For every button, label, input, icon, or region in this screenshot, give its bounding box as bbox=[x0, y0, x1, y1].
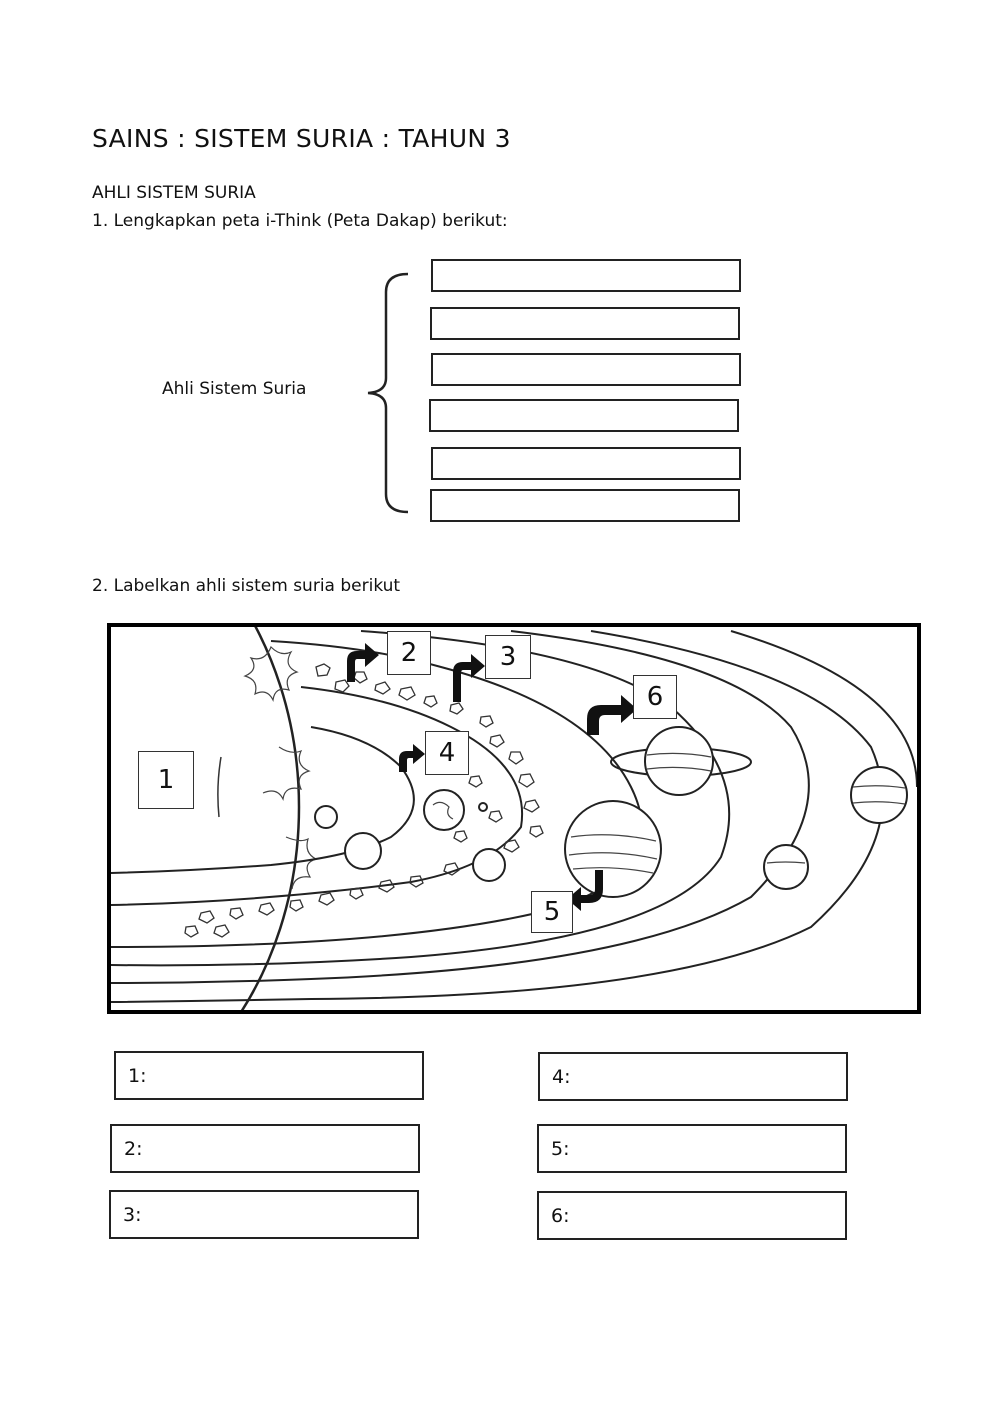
answer-box-3-label: 3: bbox=[123, 1203, 142, 1226]
diagram-label-6: 6 bbox=[633, 675, 677, 719]
question-2-prompt: 2. Labelkan ahli sistem suria berikut bbox=[92, 576, 401, 596]
diagram-label-5: 5 bbox=[531, 891, 573, 933]
diagram-label-2: 2 bbox=[387, 631, 431, 675]
question-1-prompt: 1. Lengkapkan peta i-Think (Peta Dakap) berikut: bbox=[92, 211, 508, 231]
brace-answer-box-2[interactable] bbox=[430, 307, 740, 340]
planet-earth bbox=[424, 790, 464, 830]
brace-answer-box-1[interactable] bbox=[431, 259, 741, 292]
diagram-label-3: 3 bbox=[485, 635, 531, 679]
answer-box-4[interactable] bbox=[538, 1052, 848, 1101]
answer-box-1-label: 1: bbox=[128, 1064, 147, 1087]
answer-box-6[interactable] bbox=[537, 1191, 847, 1240]
brace-answer-box-3[interactable] bbox=[431, 353, 741, 386]
answer-box-1[interactable] bbox=[114, 1051, 424, 1100]
page-title: SAINS : SISTEM SURIA : TAHUN 3 bbox=[92, 124, 511, 153]
answer-box-6-label: 6: bbox=[551, 1204, 570, 1227]
brace-answer-box-4[interactable] bbox=[429, 399, 739, 432]
answer-box-2-label: 2: bbox=[124, 1137, 143, 1160]
answer-box-4-label: 4: bbox=[552, 1065, 571, 1088]
planet-mars bbox=[473, 849, 505, 881]
arrow-to-6 bbox=[587, 695, 637, 735]
planet-venus bbox=[345, 833, 381, 869]
brace-answer-box-6[interactable] bbox=[430, 489, 740, 522]
planet-mercury bbox=[315, 806, 337, 828]
planet-saturn bbox=[645, 727, 713, 795]
brace-map-center-label: Ahli Sistem Suria bbox=[162, 379, 307, 399]
brace-answer-box-5[interactable] bbox=[431, 447, 741, 480]
answer-box-2[interactable] bbox=[110, 1124, 420, 1173]
arrow-to-4 bbox=[399, 744, 425, 772]
solar-system-illustration bbox=[111, 627, 917, 1010]
brace-bracket bbox=[360, 270, 420, 516]
answer-box-3[interactable] bbox=[109, 1190, 419, 1239]
solar-system-diagram bbox=[107, 623, 921, 1014]
planet-neptune bbox=[851, 767, 907, 823]
sun-drawing bbox=[111, 627, 299, 1010]
planet-jupiter bbox=[565, 801, 661, 897]
answer-box-5-label: 5: bbox=[551, 1137, 570, 1160]
planet-uranus bbox=[764, 845, 808, 889]
diagram-label-1: 1 bbox=[138, 751, 194, 809]
answer-box-5[interactable] bbox=[537, 1124, 847, 1173]
diagram-label-4: 4 bbox=[425, 731, 469, 775]
section-heading: AHLI SISTEM SURIA bbox=[92, 183, 256, 203]
